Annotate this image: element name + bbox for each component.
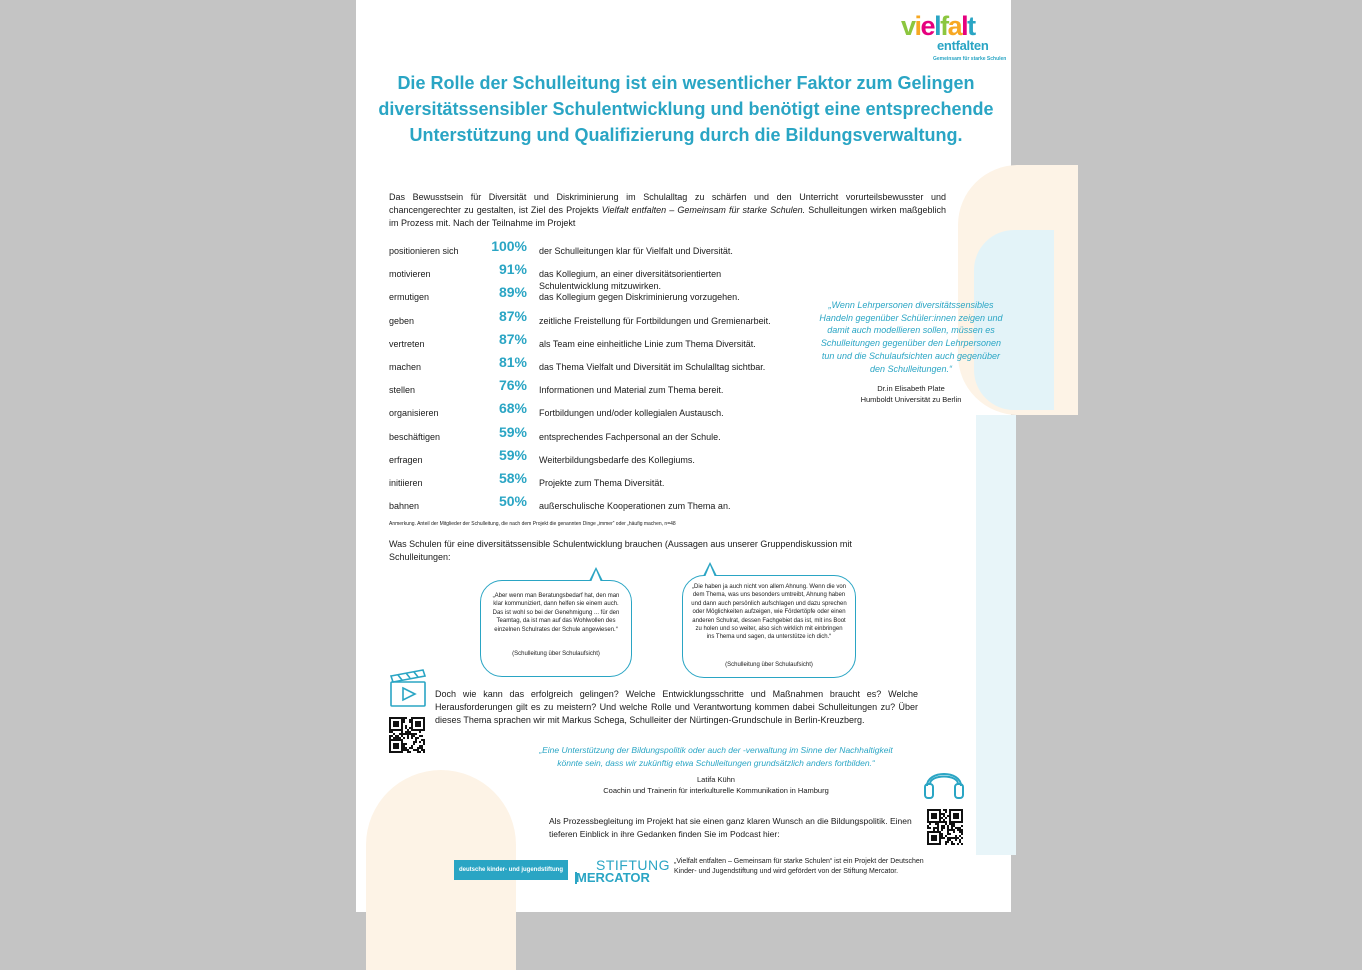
stat-verb: erfragen xyxy=(389,454,423,465)
stat-verb: stellen xyxy=(389,385,416,396)
quote-kuehn-author: Latifa Kühn xyxy=(697,775,735,784)
stat-percent: 76% xyxy=(498,377,527,394)
stat-row xyxy=(389,447,809,471)
speech-bubble-tail-inner xyxy=(591,570,601,582)
stat-percent: 68% xyxy=(498,400,527,417)
speech-bubble-1 xyxy=(480,580,632,677)
stat-row xyxy=(389,493,809,517)
stat-percent: 50% xyxy=(498,493,527,510)
quote-plate-text: „Wenn Lehrpersonen diversitätssensibles Handeln gegenüber Schüler:innen zeigen und damit auch modellieren sollen, müssen es Schulleitungen gegenüber den Lehrpersonen tun und die Schulaufsichten auch gegenüber den Schulleitungen.“ xyxy=(819,300,1003,374)
stat-verb: machen xyxy=(389,362,422,372)
quote-plate-affiliation: Humboldt Universität zu Berlin xyxy=(860,395,962,405)
deco-shape-right-bar xyxy=(976,415,1016,855)
stat-verb: ermutigen xyxy=(389,292,430,303)
svg-text:vielfalt: vielfalt xyxy=(901,11,975,41)
qr-code-icon[interactable] xyxy=(927,809,963,845)
quote-plate-author: Dr.in Elisabeth Plate xyxy=(877,384,945,394)
stat-percent: 87% xyxy=(498,307,527,324)
vielfalt-entfalten-logo xyxy=(899,10,1007,68)
stat-description: entsprechendes Fachpersonal an der Schule. xyxy=(539,431,721,442)
stat-verb: organisieren xyxy=(389,408,439,419)
stat-verb: bahnen xyxy=(389,501,420,512)
stat-verb: motivieren xyxy=(389,269,431,280)
stat-percent: 89% xyxy=(498,284,527,301)
stat-row xyxy=(389,400,809,424)
bubble-1-source: (Schulleitung über Schulaufsicht) xyxy=(512,651,600,657)
footer-text: „Vielfalt entfalten – Gemeinsam für starke Schulen“ ist ein Projekt der Deutschen Kinder- und Jugendstiftung und wird gefördert von der Stiftung Mercator. xyxy=(674,858,924,875)
stat-row xyxy=(389,470,809,494)
stat-description: der Schulleitungen klar für Vielfalt und Diversität. xyxy=(539,246,733,256)
stat-percent: 58% xyxy=(498,470,527,486)
dkjs-logo: deutsche kinder- und jugendstiftung xyxy=(454,860,568,880)
stat-verb: positionieren sich xyxy=(389,246,459,256)
stat-percent: 81% xyxy=(498,354,527,370)
video-icon xyxy=(389,668,427,708)
stat-verb: vertreten xyxy=(389,338,425,349)
stat-description: Fortbildungen und/oder kollegialen Austausch. xyxy=(539,408,724,419)
quote-kuehn-text: „Eine Unterstützung der Bildungspolitik oder auch der -verwaltung im Sinne der Nachhaltigkeit könnte sein, dass wir zukünftig etwa Schulleitungen grundsätzlich anders fortbilden.“ xyxy=(539,745,893,768)
process-text: Als Prozessbegleitung im Projekt hat sie einen ganz klaren Wunsch an die Bildungspolitik. Einen tieferen Einblick in ihre Gedanken finden Sie im Podcast hier: xyxy=(549,816,912,839)
stat-description: Informationen und Material zum Thema bereit. xyxy=(539,385,724,396)
stat-percent: 91% xyxy=(498,261,527,278)
logo-subword: entfalten xyxy=(937,38,989,53)
stat-description: außerschulische Kooperationen zum Thema an. xyxy=(539,501,731,512)
stat-row xyxy=(389,424,809,448)
headphones-icon xyxy=(922,760,966,802)
stat-description: das Thema Vielfalt und Diversität im Schulalltag sichtbar. xyxy=(539,362,766,372)
stat-percent: 87% xyxy=(498,330,527,347)
intro-text xyxy=(389,191,946,230)
stat-row xyxy=(389,261,809,292)
stiftung-logo-text: STIFTUNG xyxy=(596,857,670,873)
logo-wordmark xyxy=(899,10,975,41)
stat-percent: 59% xyxy=(498,423,527,440)
quote-kuehn xyxy=(531,744,901,796)
intro-project-name: Vielfalt entfalten – Gemeinsam für starke Schulen. xyxy=(601,205,806,215)
stat-verb: geben xyxy=(389,315,415,326)
stat-description: Weiterbildungsbedarfe des Kollegiums. xyxy=(539,454,695,465)
stat-percent: 100% xyxy=(491,238,527,254)
needs-heading: Was Schulen für eine diversitätssensible Schulentwicklung brauchen (Aussagen aus unserer Gruppendiskussion mit Schulleitungen: xyxy=(389,539,852,562)
stat-description: das Kollegium, an einer diversitätsorientierten Schulentwicklung mitzuwirken. xyxy=(539,269,722,292)
speech-bubble-tail-inner xyxy=(705,565,715,577)
stat-row xyxy=(389,284,809,308)
stat-description: zeitliche Freistellung für Fortbildungen und Gremienarbeit. xyxy=(539,315,771,326)
stat-verb: initiieren xyxy=(389,478,423,488)
quote-plate xyxy=(816,299,1006,405)
qr-code-icon[interactable] xyxy=(389,717,425,753)
stat-description: Projekte zum Thema Diversität. xyxy=(539,478,665,488)
stat-row xyxy=(389,308,809,332)
bubble-1-text: „Aber wenn man Beratungsbedarf hat, den man klar kommuniziert, dann helfen sie einem auch. Das ist wohl so bei der Genehmigung ... für den Teamtag, da ist man auf das Wohlwollen des einzelnen Schulrates der Schule angewiesen.“ xyxy=(492,593,620,633)
stat-description: das Kollegium gegen Diskriminierung vorzugehen. xyxy=(539,292,740,303)
intro-part2: Schulleitungen wirken maßgeblich im Prozess mit. Nach der Teilnahme im Projekt xyxy=(389,205,946,228)
stat-description: als Team eine einheitliche Linie zum Thema Diversität. xyxy=(539,338,756,349)
stat-row xyxy=(389,377,809,401)
podcast-question: Doch wie kann das erfolgreich gelingen? Welche Entwicklungsschritte und Maßnahmen braucht es? Welche Herausforderungen gilt es zu meistern? Und welche Rolle und Verantwortung kommen dabei Schulleitungen zu? Über dieses Thema sprachen wir mit Markus Schega, Schulleiter der Nürtingen-Grundschule in Berlin-Kreuzberg. xyxy=(435,689,918,725)
intro-part1: Das Bewusstsein für Diversität und Diskriminierung im Schulalltag zu schärfen und den Unterricht vorurteilsbewusster und chancengerechter zu gestalten, ist Ziel des Projekts xyxy=(389,192,946,215)
mercator-logo-text: MERCATOR xyxy=(576,870,650,885)
logo-tagline: Gemeinsam für starke Schulen xyxy=(933,56,1007,62)
stat-row xyxy=(389,238,809,262)
quote-kuehn-affiliation: Coachin und Trainerin für interkulturelle Kommunikation in Hamburg xyxy=(603,786,829,795)
headline: Die Rolle der Schulleitung ist ein wesentlicher Faktor zum Gelingen diversitätssensibler Schulentwicklung und benötigt eine entsprechende Unterstützung und Qualifizierung durch die Bildungsverwaltung. xyxy=(378,73,994,145)
bubble-2-text: „Die haben ja auch nicht von allem Ahnung. Wenn die von dem Thema, was uns besonders umtreibt, Ahnung haben und dann auch persönlich aufschlagen und dazu sprechen oder Möglichkeiten aufzeigen, wie Fördertöpfe oder einen anderen Schulrat, dessen Fachgebiet das ist, mit ins Boot zu holen und so weiter, also sich wirklich mit einbringen ins Thema und sagen, da unterstütze ich dich.“ xyxy=(691,584,847,641)
stat-percent: 59% xyxy=(498,446,527,463)
stats-note: Anmerkung. Anteil der Mitglieder der Schulleitung, die nach dem Projekt die genannten Dinge „immer“ oder „häufig machen, n=48 xyxy=(389,521,676,527)
speech-bubble-2 xyxy=(682,575,856,678)
bubble-2-source: (Schulleitung über Schulaufsicht) xyxy=(725,662,813,668)
stat-row xyxy=(389,354,809,378)
poster-page xyxy=(356,0,1011,912)
stat-verb: beschäftigen xyxy=(389,431,441,442)
stat-row xyxy=(389,331,809,355)
